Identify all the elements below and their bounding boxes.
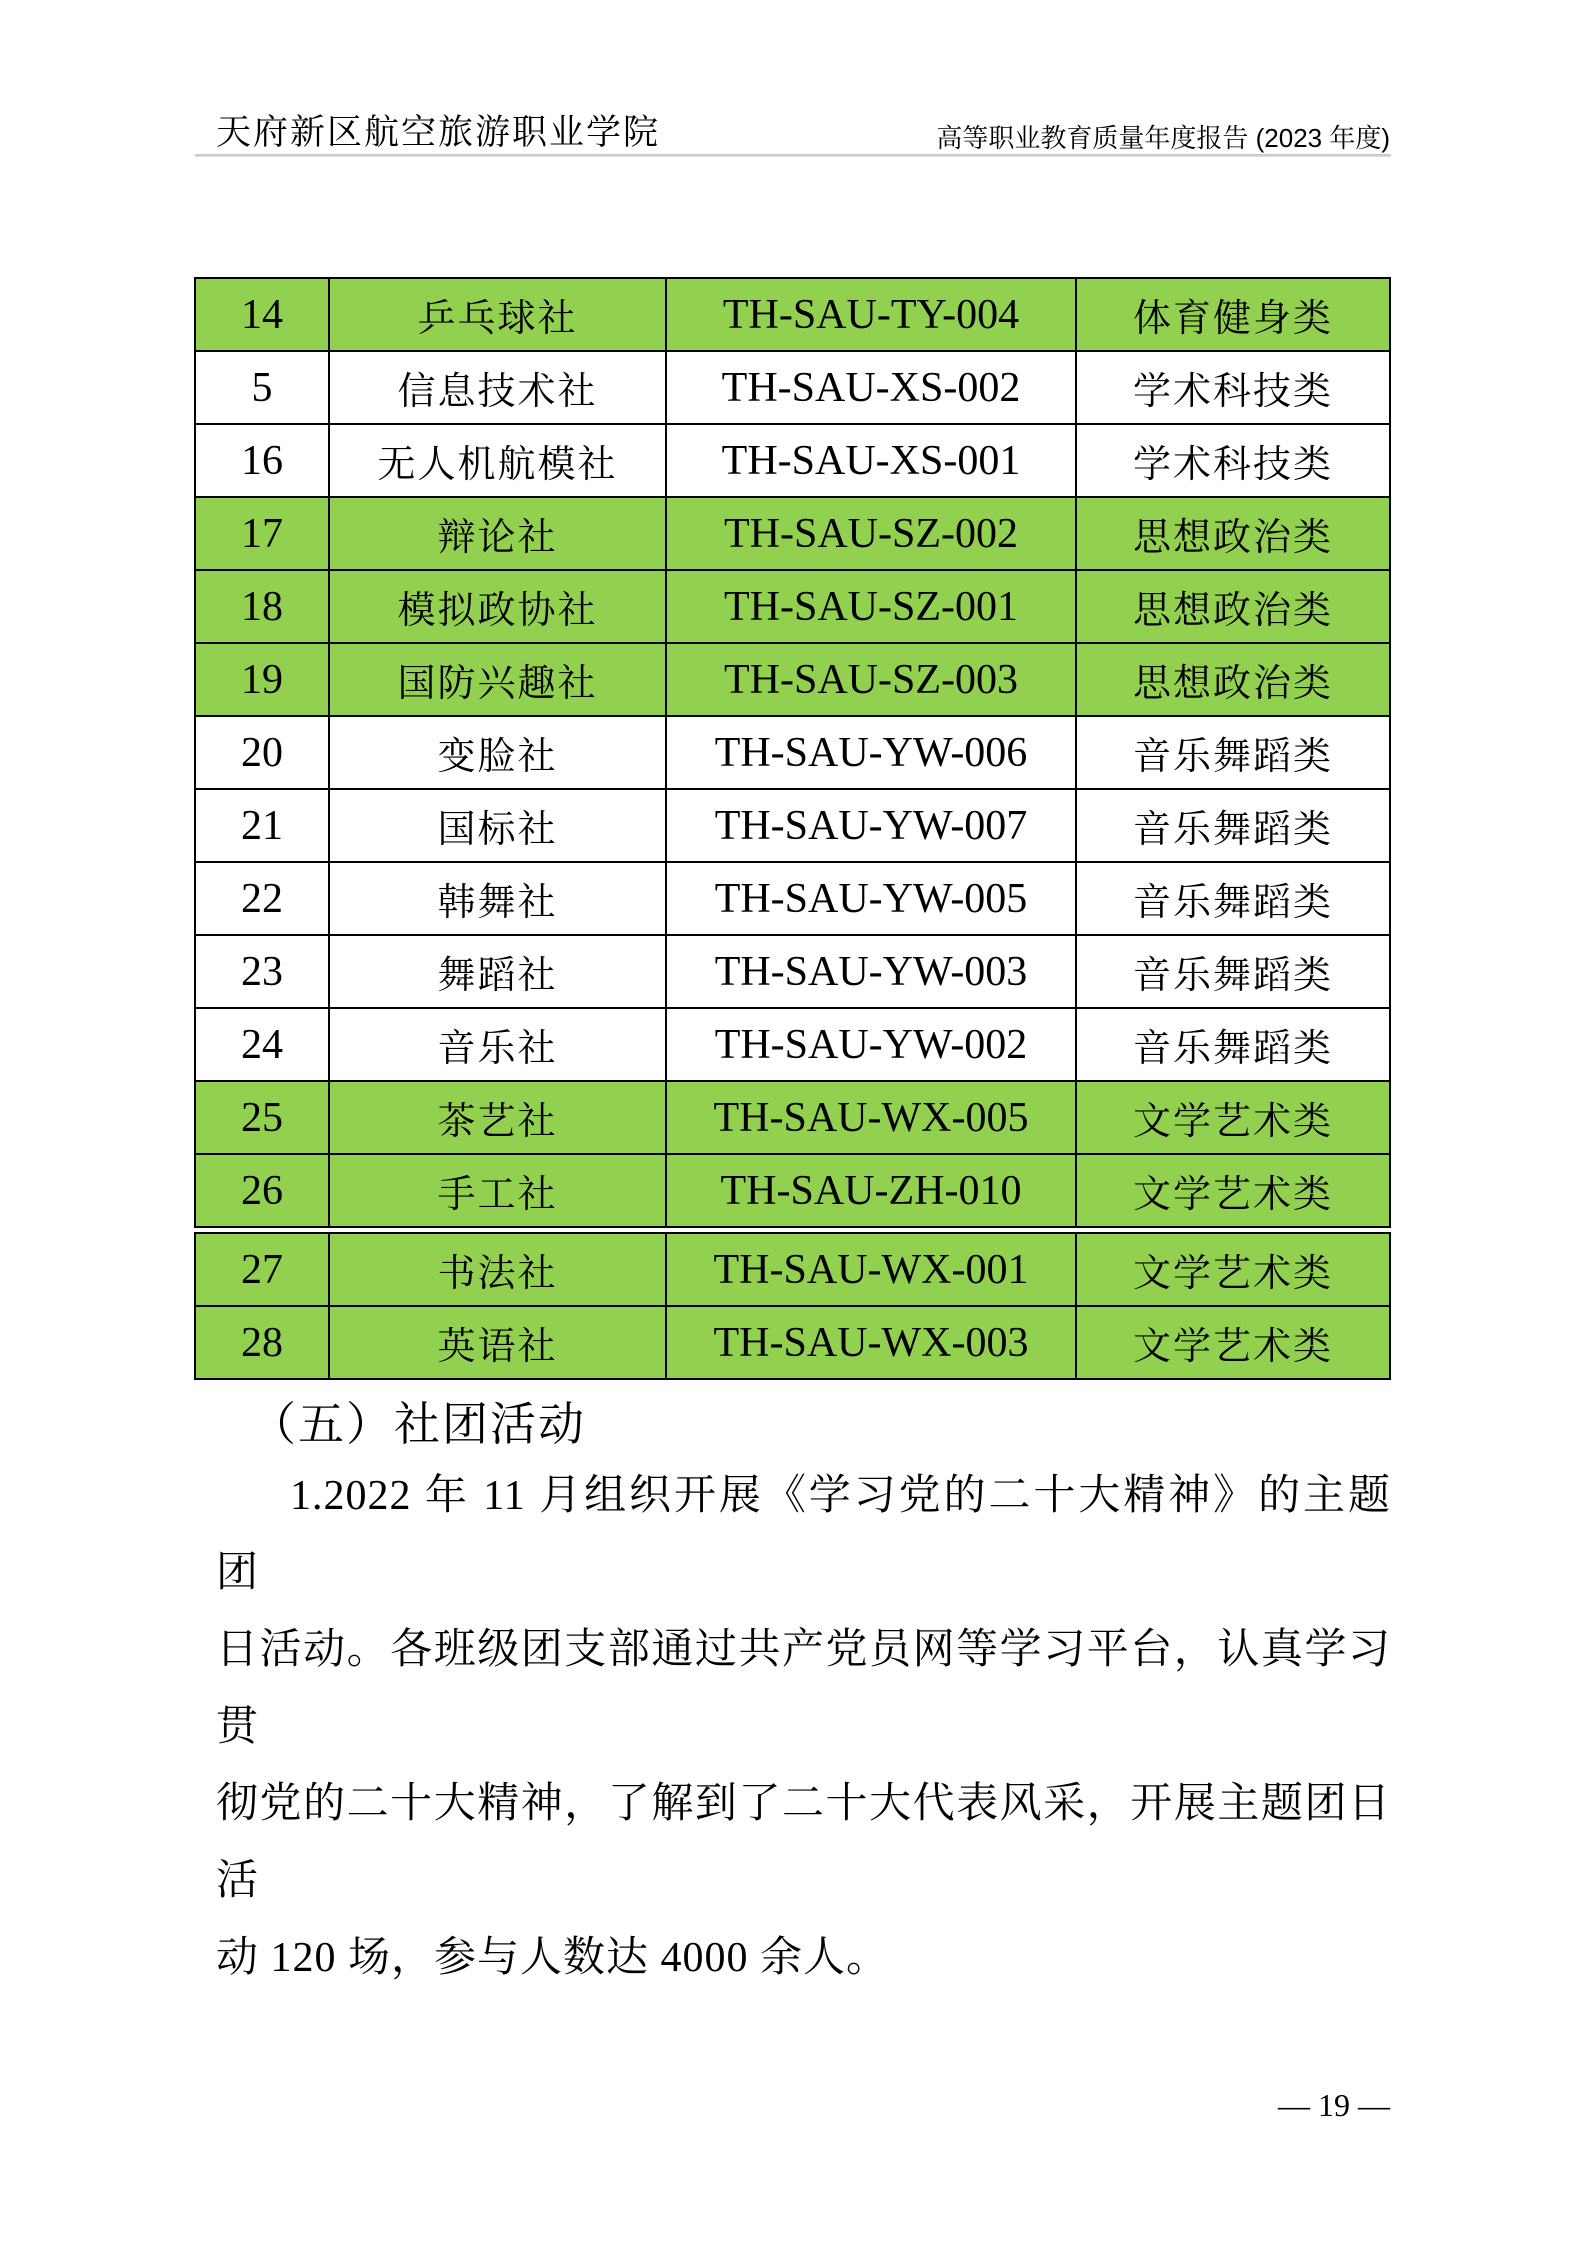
paragraph-line: 日活动。各班级团支部通过共产党员网等学习平台，认真学习贯 [216,1627,1391,1750]
cell-club-number: 23 [194,936,330,1009]
cell-club-category: 文学艺术类 [1077,1155,1391,1228]
cell-club-name: 舞蹈社 [330,936,667,1009]
cell-club-code: TH-SAU-SZ-002 [667,498,1077,571]
cell-club-category: 文学艺术类 [1077,1307,1391,1380]
cell-club-name: 国标社 [330,790,667,863]
cell-club-name: 辩论社 [330,498,667,571]
cell-club-number: 24 [194,1009,330,1082]
cell-club-number: 20 [194,717,330,790]
cell-club-category: 体育健身类 [1077,277,1391,352]
cell-club-category: 音乐舞蹈类 [1077,1009,1391,1082]
cell-club-name: 无人机航模社 [330,425,667,498]
cell-club-number: 14 [194,277,330,352]
cell-club-number: 16 [194,425,330,498]
paragraph-line: 彻党的二十大精神，了解到了二十大代表风采，开展主题团日活 [216,1781,1391,1904]
table-row [194,717,1391,790]
cell-club-code: TH-SAU-YW-007 [667,790,1077,863]
cell-club-category: 音乐舞蹈类 [1077,717,1391,790]
clubs-table [194,277,1391,1380]
cell-club-code: TH-SAU-XS-001 [667,425,1077,498]
cell-club-name: 信息技术社 [330,352,667,425]
table-row [194,571,1391,644]
cell-club-number: 21 [194,790,330,863]
cell-club-category: 音乐舞蹈类 [1077,863,1391,936]
cell-club-code: TH-SAU-WX-001 [667,1234,1077,1307]
paragraph-line: 1.2022 年 11 月组织开展《学习党的二十大精神》的主题团 [216,1473,1391,1596]
body-paragraph [216,1458,1391,1997]
table-row [194,936,1391,1009]
cell-club-category: 思想政治类 [1077,498,1391,571]
cell-club-name: 手工社 [330,1155,667,1228]
paragraph-line: 动 120 场，参与人数达 4000 余人。 [216,1935,890,1981]
cell-club-category: 音乐舞蹈类 [1077,790,1391,863]
cell-club-category: 文学艺术类 [1077,1234,1391,1307]
cell-club-name: 乒乓球社 [330,277,667,352]
cell-club-number: 5 [194,352,330,425]
table-row [194,790,1391,863]
cell-club-name: 茶艺社 [330,1082,667,1155]
cell-club-number: 19 [194,644,330,717]
page-number: — 19 — [1278,2087,1390,2123]
table-row [194,277,1391,352]
cell-club-code: TH-SAU-ZH-010 [667,1155,1077,1228]
cell-club-category: 学术科技类 [1077,425,1391,498]
table-row [194,1234,1391,1307]
cell-club-code: TH-SAU-WX-005 [667,1082,1077,1155]
table-row [194,1009,1391,1082]
table-row [194,1307,1391,1380]
table-row [194,352,1391,425]
cell-club-name: 英语社 [330,1307,667,1380]
table-row [194,1155,1391,1228]
cell-club-code: TH-SAU-SZ-003 [667,644,1077,717]
cell-club-code: TH-SAU-SZ-001 [667,571,1077,644]
cell-club-code: TH-SAU-WX-003 [667,1307,1077,1380]
cell-club-number: 27 [194,1234,330,1307]
cell-club-name: 模拟政协社 [330,571,667,644]
table-row [194,1082,1391,1155]
table-row [194,498,1391,571]
cell-club-number: 26 [194,1155,330,1228]
cell-club-code: TH-SAU-YW-005 [667,863,1077,936]
cell-club-code: TH-SAU-YW-002 [667,1009,1077,1082]
header-report-title: 高等职业教育质量年度报告 (2023 年度) [936,123,1390,153]
header-school-name: 天府新区航空旅游职业学院 [216,113,661,152]
table-row [194,425,1391,498]
header-rule [195,154,1391,157]
cell-club-number: 25 [194,1082,330,1155]
cell-club-name: 国防兴趣社 [330,644,667,717]
cell-club-category: 思想政治类 [1077,644,1391,717]
cell-club-code: TH-SAU-XS-002 [667,352,1077,425]
cell-club-name: 音乐社 [330,1009,667,1082]
cell-club-category: 学术科技类 [1077,352,1391,425]
table-row [194,644,1391,717]
cell-club-name: 变脸社 [330,717,667,790]
cell-club-number: 22 [194,863,330,936]
cell-club-code: TH-SAU-TY-004 [667,277,1077,352]
cell-club-code: TH-SAU-YW-003 [667,936,1077,1009]
clubs-table-body [194,277,1391,1380]
cell-club-category: 文学艺术类 [1077,1082,1391,1155]
cell-club-number: 28 [194,1307,330,1380]
table-row [194,863,1391,936]
cell-club-category: 思想政治类 [1077,571,1391,644]
cell-club-category: 音乐舞蹈类 [1077,936,1391,1009]
cell-club-number: 17 [194,498,330,571]
section-heading: （五）社团活动 [250,1399,586,1450]
cell-club-name: 韩舞社 [330,863,667,936]
cell-club-number: 18 [194,571,330,644]
cell-club-code: TH-SAU-YW-006 [667,717,1077,790]
cell-club-name: 书法社 [330,1234,667,1307]
